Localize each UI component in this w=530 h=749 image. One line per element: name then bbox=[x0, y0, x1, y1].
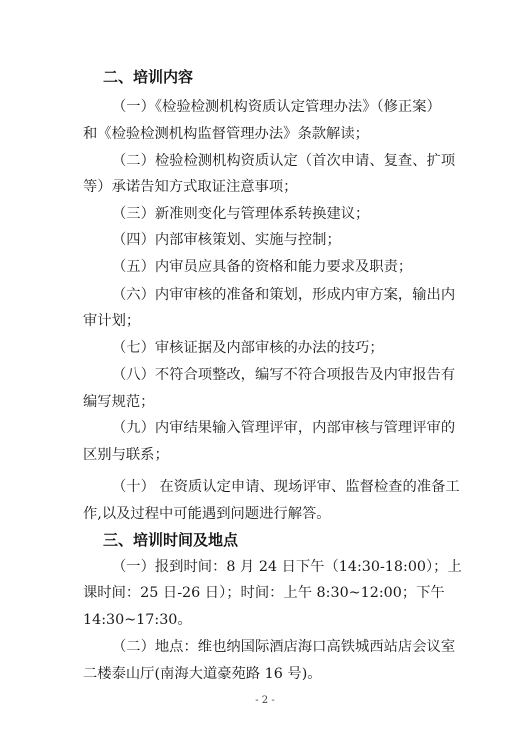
content-item-6-line-1: （六）内审审核的准备和策划，形成内审方案，输出内 bbox=[112, 287, 456, 303]
content-item-5: （五）内审员应具备的资格和能力要求及职责； bbox=[112, 259, 413, 275]
content-item-2-line-1: （二）检验检测机构资质认定（首次申请、复查、扩项 bbox=[112, 153, 456, 169]
content-item-7: （七）审核证据及内部审核的办法的技巧； bbox=[112, 340, 384, 356]
content-item-1-line-1: （一）《检验检测机构资质认定管理办法》（修正案） bbox=[112, 99, 441, 115]
section-heading-training-content: 二、培训内容 bbox=[103, 68, 194, 86]
content-item-9-line-2: 区别与联系； bbox=[83, 447, 169, 463]
page-number: - 2 - bbox=[255, 695, 275, 706]
content-item-3: （三）新准则变化与管理体系转换建议； bbox=[112, 206, 370, 222]
content-item-1-line-2: 和《检验检测机构监督管理办法》条款解读； bbox=[83, 126, 369, 142]
time-item-line-2: 课时间：25 日-26 日）；时间：上午 8:30~12:00；下午 bbox=[83, 585, 445, 601]
content-item-10-line-1: （十） 在资质认定申请、现场评审、监督检查的准备工 bbox=[112, 479, 460, 495]
place-item-line-2: 二楼泰山厅(南海大道豪苑路 16 号)。 bbox=[83, 666, 322, 682]
content-item-8-line-2: 编写规范； bbox=[83, 394, 155, 410]
time-item-line-3: 14:30~17:30。 bbox=[83, 612, 192, 628]
time-item-line-1: （一）报到时间：8 月 24 日下午（14:30-18:00）；上 bbox=[112, 559, 462, 575]
content-item-9-line-1: （九）内审结果输入管理评审，内部审核与管理评审的 bbox=[112, 420, 456, 436]
content-item-8-line-1: （八）不符合项整改，编写不符合项报告及内审报告有 bbox=[112, 367, 456, 383]
content-item-10-line-2: 作,以及过程中可能遇到问题进行解答。 bbox=[83, 506, 331, 522]
place-item-line-1: （二）地点：维也纳国际酒店海口高铁城西站店会议室 bbox=[112, 639, 456, 655]
content-item-6-line-2: 审计划； bbox=[83, 313, 141, 329]
section-heading-time-and-place: 三、培训时间及地点 bbox=[103, 531, 239, 549]
content-item-2-line-2: 等）承诺告知方式取证注意事项； bbox=[83, 179, 298, 195]
content-item-4: （四）内部审核策划、实施与控制； bbox=[112, 232, 341, 248]
